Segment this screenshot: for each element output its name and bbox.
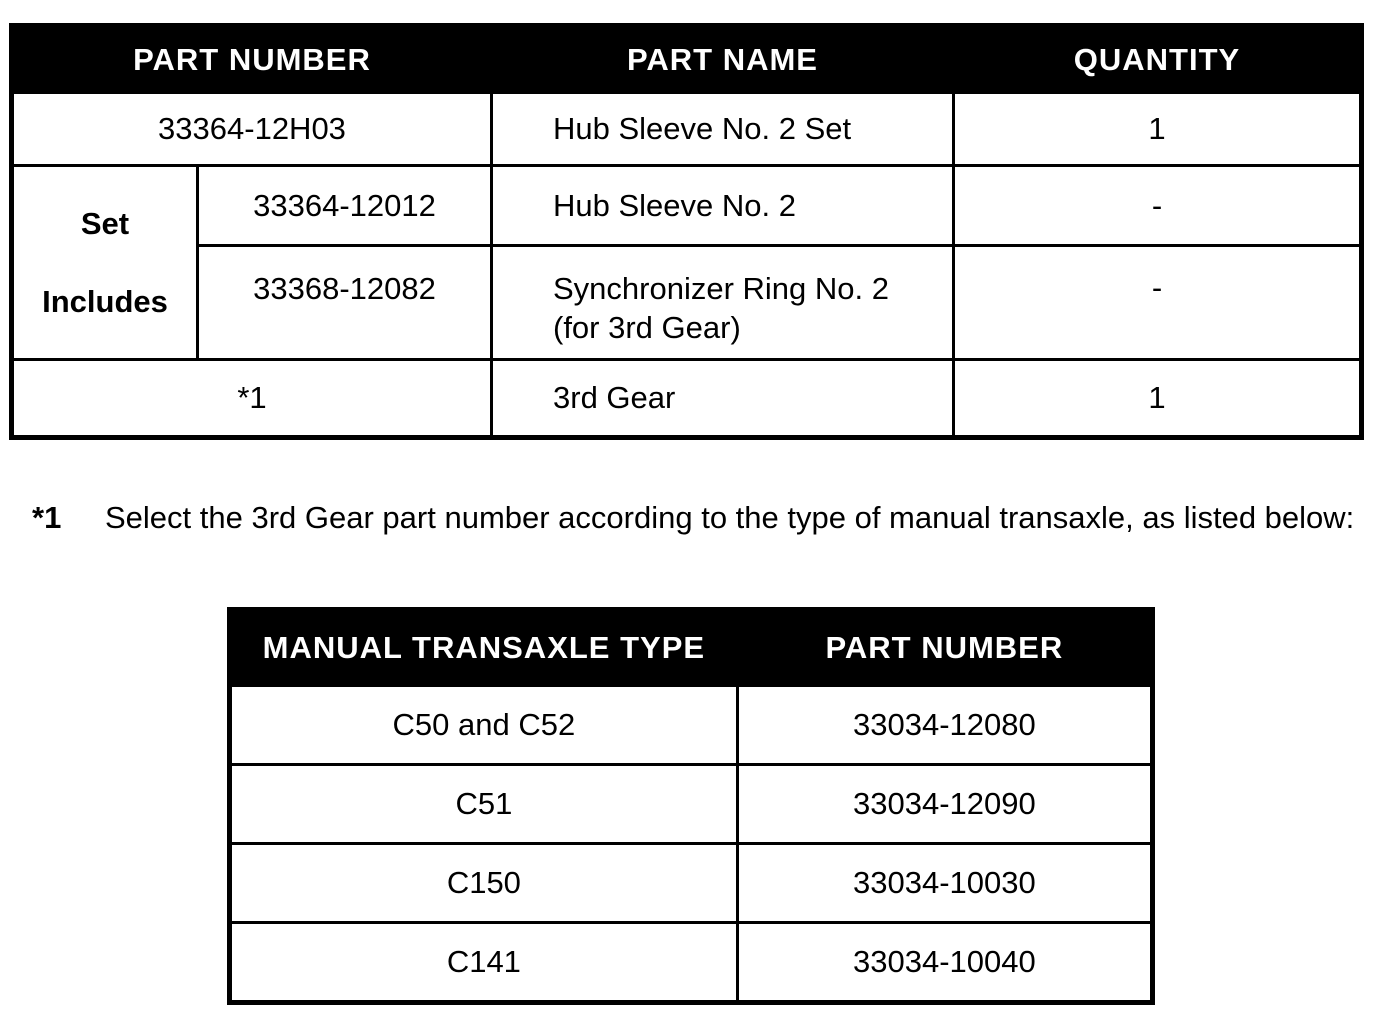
part-name-cell: Hub Sleeve No. 2 Set [492,93,954,166]
header-transaxle-type: MANUAL TRANSAXLE TYPE [230,610,738,686]
part-number-cell: 33034-12090 [737,765,1152,844]
transaxle-table [227,607,1155,1005]
part-number-cell: *1 [12,360,492,438]
set-label: Set [80,205,130,241]
transaxle-type-cell: C150 [230,844,738,923]
transaxle-type-cell: C51 [230,765,738,844]
part-number-cell: 33034-10040 [737,923,1152,1003]
part-number-cell: 33368-12082 [198,246,492,360]
table-row [12,360,1362,438]
header-row [230,610,1153,686]
quantity-cell: - [954,166,1362,246]
header-row [12,26,1362,93]
header-part-number: PART NUMBER [12,26,492,93]
table-row [12,246,1362,360]
includes-label: Includes [42,283,168,319]
part-name-cell [492,246,954,360]
part-number-cell: 33364-12H03 [12,93,492,166]
quantity-cell: 1 [954,93,1362,166]
part-number-cell: 33034-10030 [737,844,1152,923]
footnote-mark: *1 [32,500,62,535]
table-row [230,844,1153,923]
transaxle-type-cell: C50 and C52 [230,686,738,765]
header-part-number: PART NUMBER [737,610,1152,686]
footnote-text: Select the 3rd Gear part number according to the type of manual transaxle, as listed below: [105,500,1355,535]
table-row [230,765,1153,844]
quantity-cell: - [954,246,1362,360]
header-quantity: QUANTITY [954,26,1362,93]
transaxle-type-cell: C141 [230,923,738,1003]
part-number-cell: 33034-12080 [737,686,1152,765]
table-row [230,923,1153,1003]
part-name-line: Synchronizer Ring No. 2 [553,271,889,306]
table-row [12,166,1362,246]
quantity-cell: 1 [954,360,1362,438]
parts-table [9,23,1364,440]
table-row [230,686,1153,765]
header-part-name: PART NAME [492,26,954,93]
set-includes-label [12,166,198,360]
part-name-cell: Hub Sleeve No. 2 [492,166,954,246]
part-number-cell: 33364-12012 [198,166,492,246]
table-row [12,93,1362,166]
part-name-cell: 3rd Gear [492,360,954,438]
part-name-line: (for 3rd Gear) [553,310,741,345]
